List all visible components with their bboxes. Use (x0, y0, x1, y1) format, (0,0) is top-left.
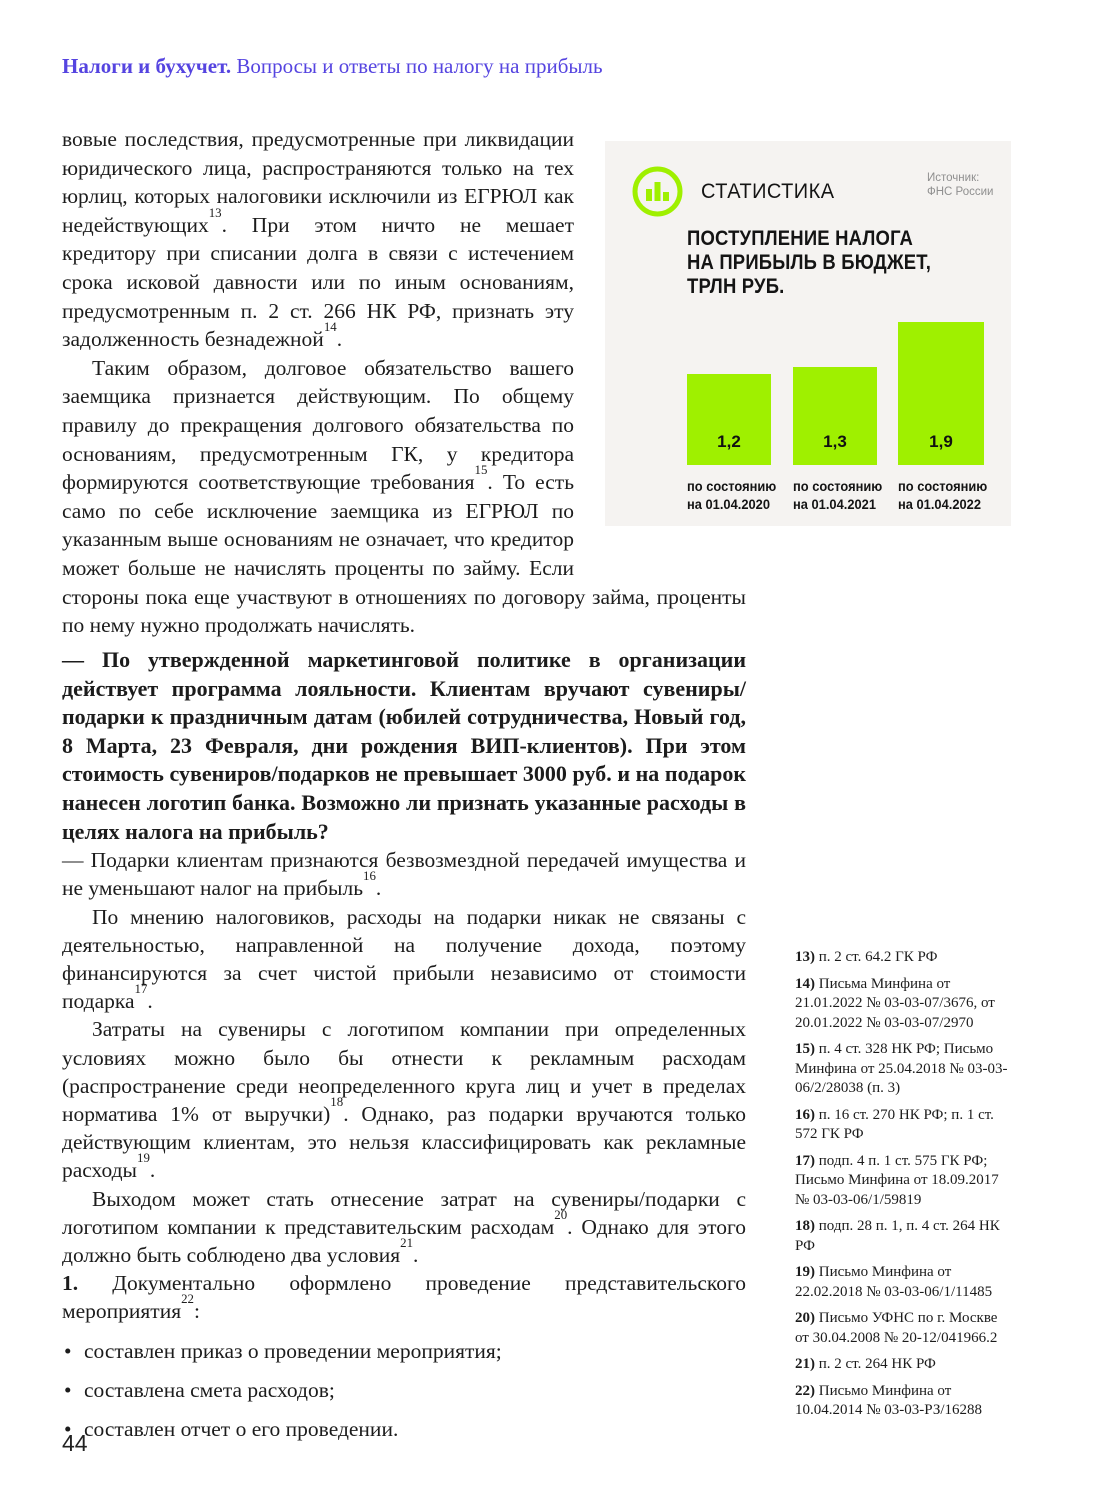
footnote: 16) п. 16 ст. 270 НК РФ; п. 1 ст. 572 ГК РФ (795, 1106, 994, 1142)
bar-caption-2022: по состоянию на 01.04.2022 (898, 478, 988, 512)
answer-paragraph: По мнению налоговиков, расходы на подарки никак не связаны с деятельностью, направленной на получение дохода, поэтому финансируются за счет чистой прибыли независимо от стоимости подарка$^{17}$. (62, 904, 746, 1014)
bullet-list (62, 1337, 746, 1444)
paragraph: вовые последствия, предусмотренные при ликвидации юридического лица, распространяются только на тех юрлиц, которых налоговики исключили из ЕГРЮЛ как недействующих$^{13}$. При этом ничто не мешает кредитору при списании долга в связи с истечением срока исковой давности или по иным основаниям, предусмотренным п. 2 ст. 266 НК РФ, признать эту задолженность безнадежной$^{14}$. (62, 127, 574, 352)
footnote: 17) подп. 4 п. 1 ст. 575 ГК РФ; Письмо Минфина от 18.09.2017 № 03-03-06/1/59819 (795, 1152, 999, 1208)
answer-paragraph: Выходом может стать отнесение затрат на сувениры/подарки с логотипом компании к представительским расходам$^{20}$. Однако для этого должно быть соблюдено два условия$^{21}$. (62, 1186, 746, 1267)
bar-caption-2020: по состоянию на 01.04.2020 (687, 478, 777, 512)
footnote: 19) Письмо Минфина от 22.02.2018 № 03-03-06/1/11485 (795, 1264, 993, 1300)
paragraph: Таким образом, долговое обязательство вашего заемщика признается действующим. По общему правилу до прекращения долгового обязательства по основаниям, предусмотренным ГК, у кредитора формируются соответствующие требования$^{15}$. То есть само по себе исключение заемщика из ЕГРЮЛ по указанным выше основаниям не означает, что кредитор может больше не начислять проценты по займу. Если стороны пока еще участвуют в отношениях по договору займа, проценты по нему нужно продолжать начислять. (62, 355, 746, 638)
chart-title: ПОСТУПЛЕНИЕ НАЛОГА НА ПРИБЫЛЬ В БЮДЖЕТ, ТРЛН РУБ. (687, 227, 932, 298)
footnote: 18) подп. 28 п. 1, п. 4 ст. 264 НК РФ (795, 1218, 1000, 1254)
bullet-item: • составлен отчет о его проведении. (62, 1415, 746, 1443)
bar-value-2021: 1,3 (823, 432, 847, 451)
footnote: 13) п. 2 ст. 64.2 ГК РФ (795, 949, 938, 965)
item-text: Документально оформлено проведение представительского мероприятия$^{22}$: (62, 1271, 746, 1324)
footnote: 21) п. 2 ст. 264 НК РФ (795, 1356, 936, 1372)
article-lead-text (62, 125, 746, 640)
section-title: Вопросы и ответы по налогу на прибыль (236, 54, 603, 78)
footnote: 22) Письмо Минфина от 10.04.2014 № 03-03-РЗ/16288 (795, 1382, 983, 1418)
chart-source-line2: ФНС России (927, 186, 994, 198)
magazine-title: Налоги и бухучет. (62, 54, 232, 78)
answer-paragraph: Затраты на сувениры с логотипом компании при определенных условиях можно было бы отнести к рекламным расходам (распространение среди неопределенного круга лиц и учет в пределах норматива 1% от выручки)$^{18}$. Однако, раз подарки вручаются только действующим клиентам, это нельзя классифицировать как рекламные расходы$^{19}$. (62, 1017, 747, 1183)
running-head (62, 53, 962, 79)
answer-paragraph: — Подарки клиентам признаются безвозмездной передачей имущества и не уменьшают налог на прибыль$^{16}$. (62, 848, 746, 901)
chart-bar-2021 (793, 367, 877, 465)
question-answer-section (62, 646, 746, 1443)
page-number: 44 (62, 1430, 88, 1456)
footnote: 14) Письма Минфина от 21.01.2022 № 03-03-07/3676, от 20.01.2022 № 03-03-07/2970 (795, 975, 995, 1031)
item-number: 1. (62, 1271, 79, 1296)
chart-source (927, 171, 1011, 199)
footnote: 15) п. 4 ст. 328 НК РФ; Письмо Минфина от 25.04.2018 № 03-03-06/2/28038 (п. 3) (795, 1041, 1008, 1096)
numbered-item (62, 1269, 746, 1325)
footnote: 20) Письмо УФНС по г. Москве от 30.04.2008 № 20-12/041966.2 (795, 1310, 998, 1346)
bar-value-2020: 1,2 (717, 432, 741, 451)
question-paragraph: — По утвержденной маркетинговой политике в организации действует программа лояльности. Клиентам вручают сувениры/подарки к праздничным датам (юбилей сотрудничества, Новый год, 8 Марта, 23 Февраля, дни рождения ВИП-клиентов). При этом стоимость сувениров/подарков не превышает 3000 руб. и на подарок нанесен логотип банка. Возможно ли признать указанные расходы в целях налога на прибыль? (62, 647, 746, 844)
chart-source-line1: Источник: (927, 172, 980, 184)
bullet-item: • составлен приказ о проведении мероприятия; (62, 1337, 746, 1365)
bar-caption-2021: по состоянию на 01.04.2021 (793, 478, 883, 512)
wrap-spacer (574, 125, 746, 571)
footnotes-column (795, 948, 1015, 1428)
chart-bar-2022 (898, 322, 984, 465)
bar-value-2022: 1,9 (929, 432, 953, 451)
bullet-item: • составлена смета расходов; (62, 1376, 746, 1404)
statistics-label: СТАТИСТИКА (701, 180, 835, 203)
